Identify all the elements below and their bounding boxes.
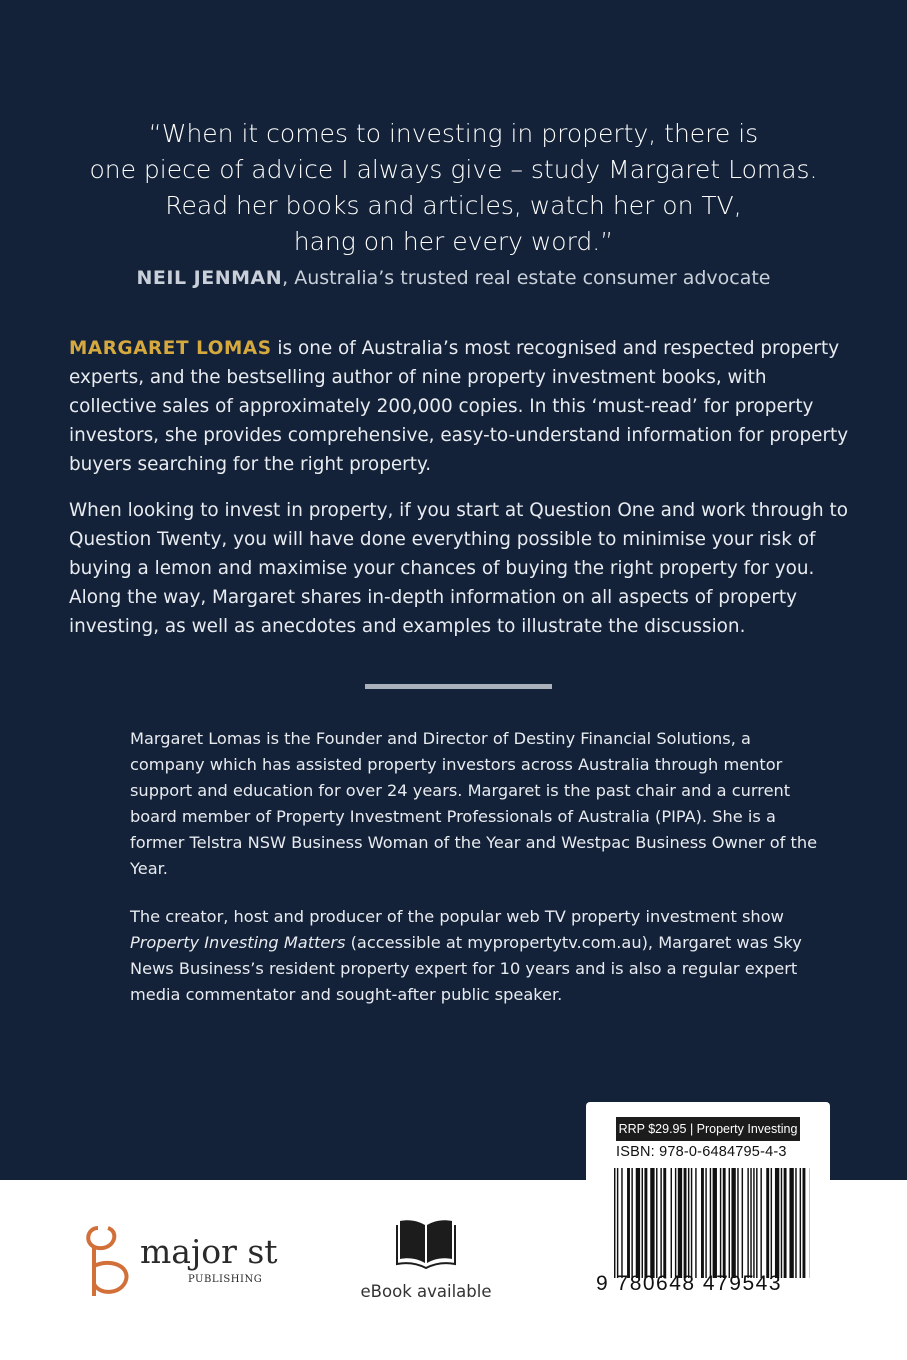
quote-line: Read her books and articles, watch her on TV, [165,191,742,220]
blurb-paragraph-1-text: is one of Australia’s most recognised and respected property experts, and the bestselling author of nine property investment books, with collective sales of approximately 200,000 copies. In this ‘must-read’ for property investors, she provides comprehensive, easy-to-understand information for property buyers searching for the right property. [69,338,849,475]
endorsement-quote [80,116,827,260]
quote-line: hang on her every word.” [293,227,614,256]
quote-line: “When it comes to investing in property, there is [148,119,759,148]
bio-text-start: The creator, host and producer of the popular web TV property investment show [130,907,784,926]
blurb-paragraph-1 [69,334,849,479]
price-category-label: RRP $29.95 | Property Investing [616,1117,800,1141]
author-bio-paragraph-1: Margaret Lomas is the Founder and Director of Destiny Financial Solutions, a company which has assisted property investors across Australia through mentor support and education for over 24 years. Margaret is the past chair and a current board member of Property Investment Professionals of Australia (PIPA). She is a former Telstra NSW Business Woman of the Year and Westpac Business Owner of the Year. [130,729,818,878]
quote-line: one piece of advice I always give – study Margaret Lomas. [89,155,818,184]
attribution-name: NEIL JENMAN [136,267,283,289]
barcode-panel [586,1102,830,1302]
ean-number: 9 780648 479543 [596,1272,782,1295]
show-title: Property Investing Matters [130,933,346,952]
open-book-icon [396,1213,456,1269]
ebook-available-label: eBook available [360,1282,492,1301]
barcode-bars [614,1168,810,1278]
author-bio-paragraph-2 [130,904,820,1008]
publisher-name: major st [140,1232,278,1271]
quote-attribution [80,264,827,292]
publisher-subtitle: PUBLISHING [188,1274,263,1285]
divider [365,684,552,689]
isbn-label: ISBN: 978-0-6484795-4-3 [616,1144,787,1160]
author-name: MARGARET LOMAS [69,338,272,359]
publisher-logo [80,1222,290,1302]
publisher-monogram-icon [80,1222,138,1302]
blurb-paragraph-2: When looking to invest in property, if you start at Question One and work through to Question Twenty, you will have done everything possible to minimise your risk of buying a lemon and maximise your chances of buying the right property for you. Along the way, Margaret shares in-depth information on all aspects of property investing, as well as anecdotes and examples to illustrate the discussion. [69,500,848,637]
attribution-role: , Australia’s trusted real estate consumer advocate [282,267,771,289]
bio-text-rest: (accessible at mypropertytv.com.au), Margaret was Sky News Business’s resident property expert for 10 years and is also a regular expert media commentator and sought-after public speaker. [130,933,802,1004]
